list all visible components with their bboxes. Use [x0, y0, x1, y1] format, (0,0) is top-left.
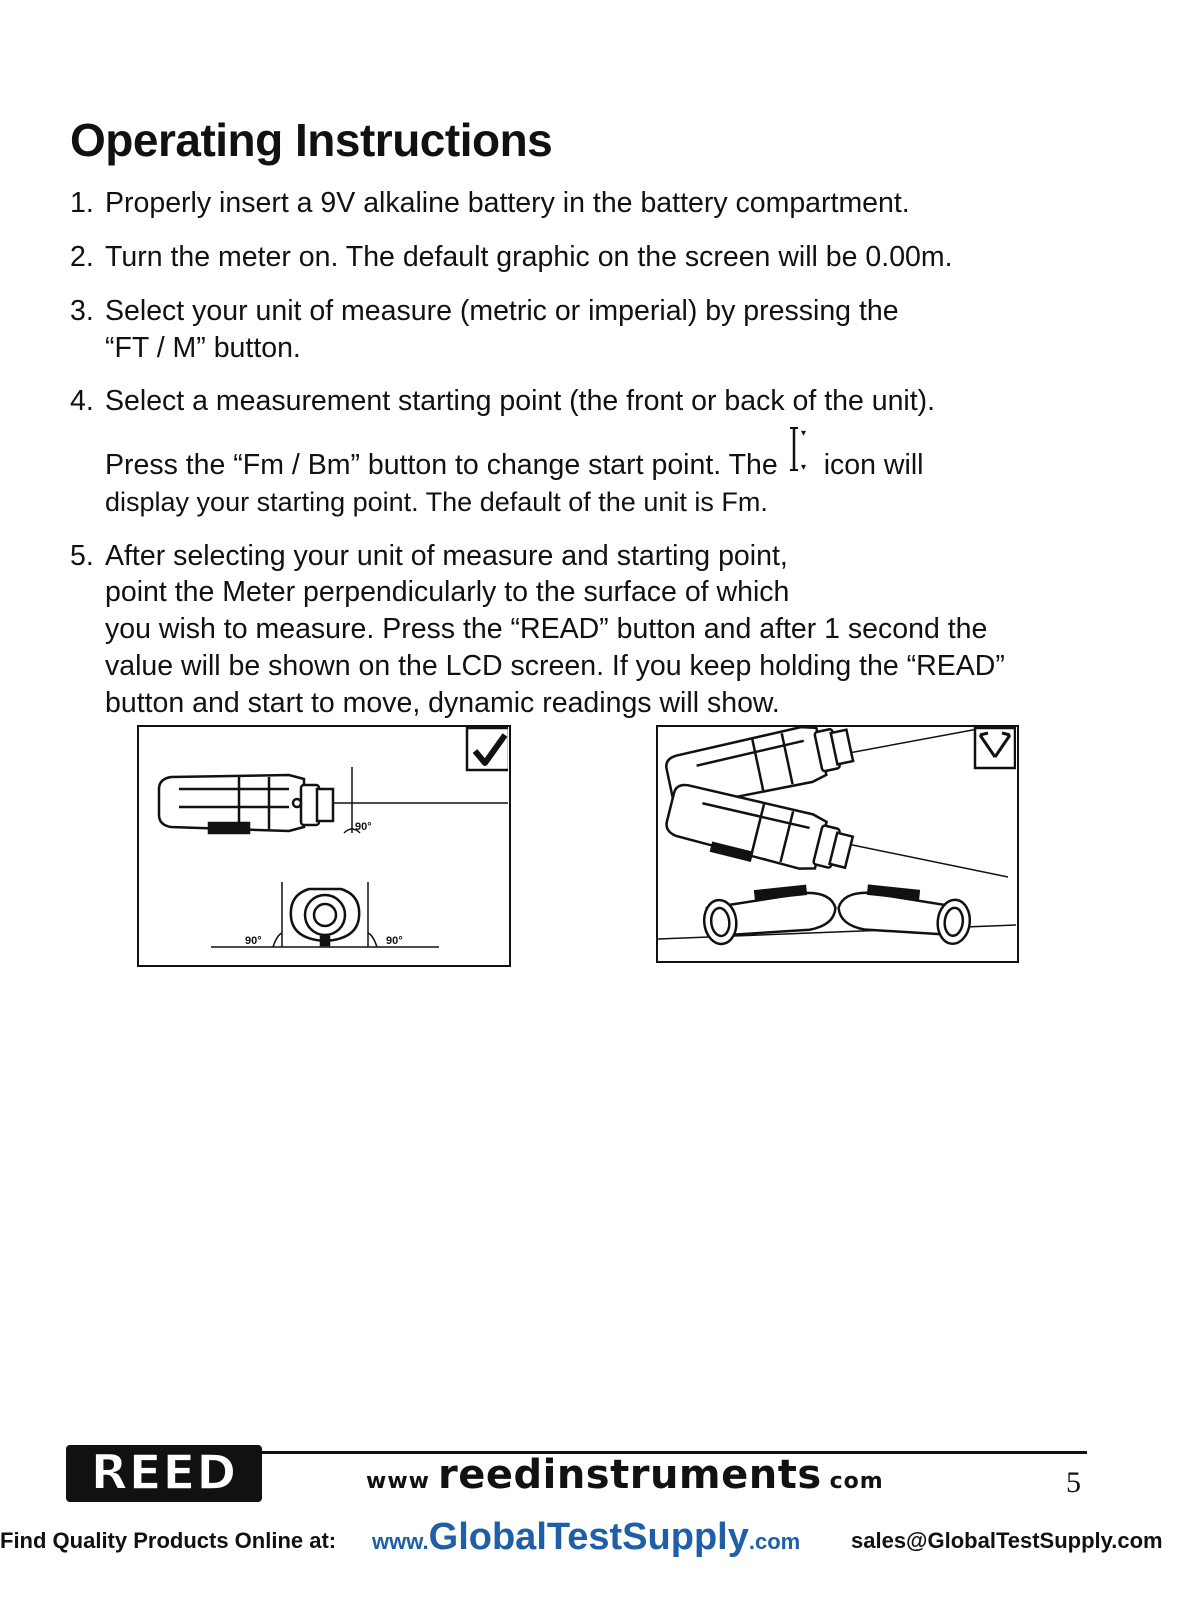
step-4-para-cont: display your starting point. The default of the unit is Fm.	[105, 487, 768, 517]
angle-label-3: 90°	[386, 935, 403, 947]
step-1-text: Properly insert a 9V alkaline battery in the battery compartment.	[105, 187, 910, 219]
step-5: 5. After selecting your unit of measure and starting point,	[70, 540, 788, 572]
sales-email[interactable]: sales@GlobalTestSupply.com	[851, 1528, 1163, 1553]
figure-incorrect	[656, 725, 1019, 963]
step-4-text: Select a measurement starting point (the front or back of the unit).	[105, 385, 936, 417]
figure-correct	[137, 725, 511, 967]
incorrect-orientation-illustration	[658, 727, 1016, 960]
reed-logo: REED	[66, 1445, 262, 1502]
step-4-para: Press the “Fm / Bm” button to change start point. The ▾ ▾ icon will	[105, 447, 923, 486]
step-5-line-3: you wish to measure. Press the “READ” button and after 1 second the	[105, 613, 988, 645]
reed-url[interactable]: www reedinstruments com	[366, 1452, 884, 1498]
step-3: 3. Select your unit of measure (metric or imperial) by pressing the	[70, 295, 899, 327]
angle-label-2: 90°	[245, 935, 262, 947]
step-3-text: Select your unit of measure (metric or imperial) by pressing the	[105, 295, 899, 327]
start-point-icon	[788, 428, 812, 486]
x-mark-icon	[975, 728, 1015, 768]
step-3-text-cont: “FT / M” button.	[105, 332, 301, 364]
find-products-text: Find Quality Products Online at:	[0, 1528, 337, 1553]
svg-text:▾: ▾	[800, 462, 806, 473]
step-5-line-4: value will be shown on the LCD screen. If you keep holding the “READ”	[105, 650, 1005, 682]
svg-text:▾: ▾	[800, 428, 806, 439]
step-1: 1. Properly insert a 9V alkaline battery in the battery compartment.	[70, 187, 910, 219]
page-number: 5	[1066, 1466, 1081, 1499]
step-5-text: After selecting your unit of measure and starting point,	[105, 540, 788, 572]
correct-orientation-illustration	[139, 727, 508, 964]
step-5-line-2: point the Meter perpendicularly to the surface of which	[105, 576, 790, 608]
angle-label-1: 90°	[355, 821, 372, 833]
globaltestsupply-link[interactable]: www.GlobalTestSupply.com	[372, 1516, 801, 1558]
step-5-line-5: button and start to move, dynamic readings will show.	[105, 687, 780, 719]
page-title: Operating Instructions	[70, 114, 553, 166]
step-4: 4. Select a measurement starting point (the front or back of the unit).	[70, 385, 936, 417]
step-2-text: Turn the meter on. The default graphic on the screen will be 0.00m.	[105, 241, 953, 273]
step-2: 2. Turn the meter on. The default graphic on the screen will be 0.00m.	[70, 241, 953, 273]
checkmark-icon	[467, 728, 508, 770]
